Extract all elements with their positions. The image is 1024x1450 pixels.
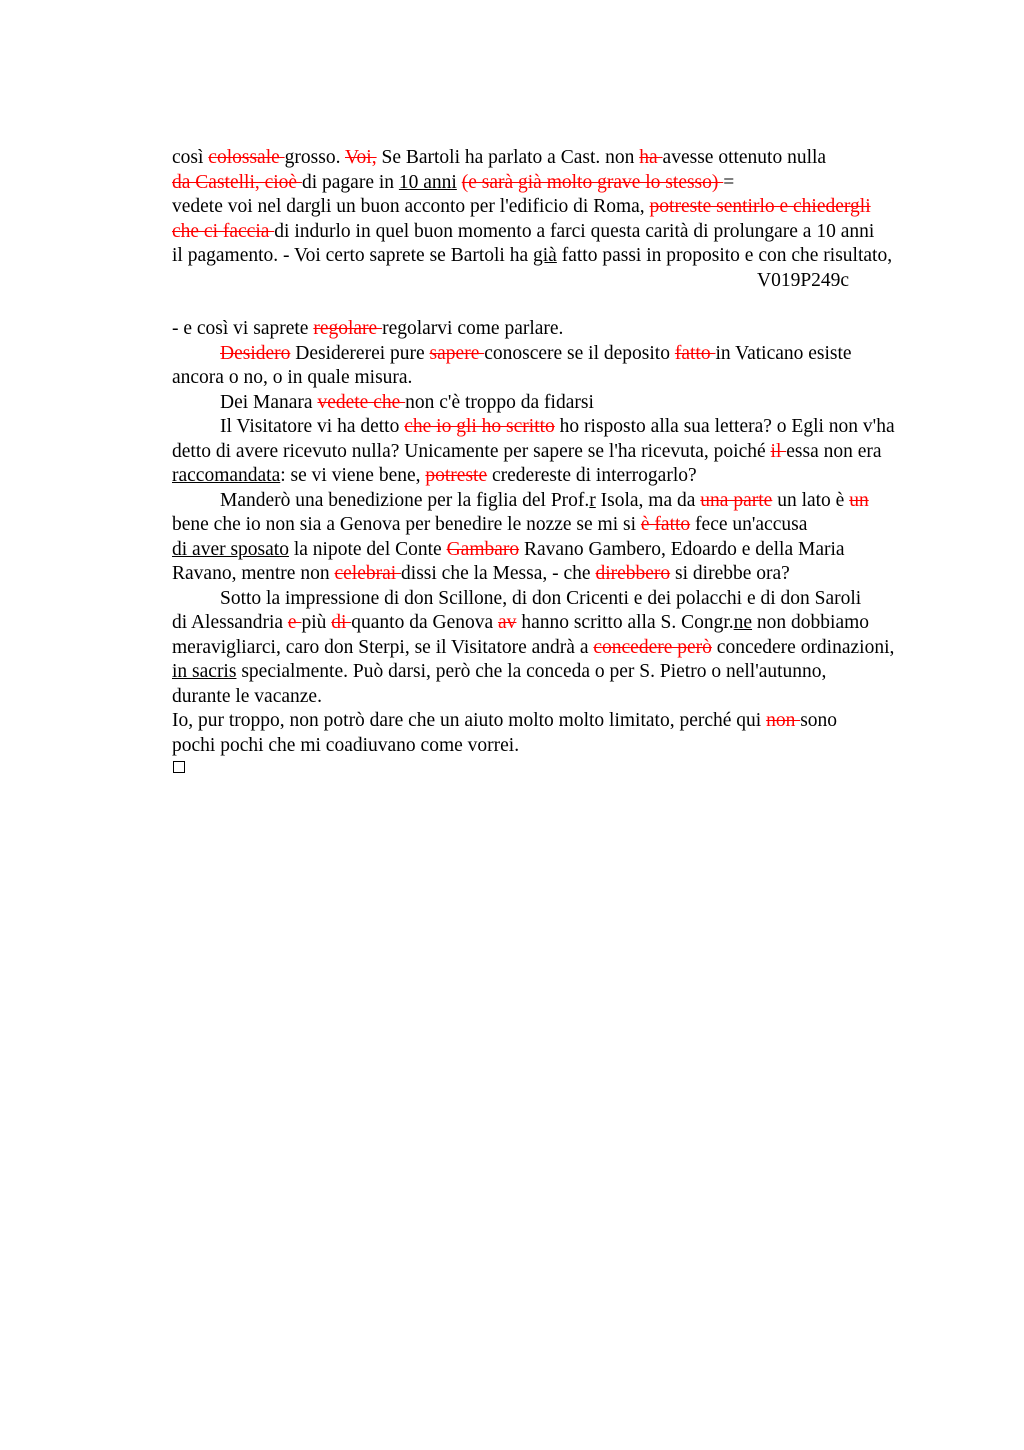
underlined-text: 10 anni (398, 172, 457, 193)
text-segment: Isola, ma da (595, 490, 701, 511)
deleted-text: vedete che (317, 392, 406, 413)
text-segment: dissi che la Messa, - che (401, 563, 596, 584)
deleted-text: ha (639, 147, 663, 168)
paragraph-start (220, 489, 869, 513)
text-line (172, 636, 894, 660)
text-segment: avesse ottenuto nulla (662, 147, 827, 168)
underlined-text: di aver sposato (172, 539, 289, 560)
deleted-text: un (849, 490, 869, 511)
underlined-text: raccomandata (172, 465, 281, 486)
text-line (172, 685, 322, 709)
text-segment: hanno scritto alla S. Congr. (516, 612, 734, 633)
text-line (172, 464, 697, 488)
text-line (172, 220, 874, 244)
underlined-text: ne (733, 612, 753, 633)
text-segment: Ravano, mentre non (172, 563, 335, 584)
text-segment: : se vi viene bene, (280, 465, 426, 486)
text-segment: = (723, 172, 735, 193)
text-segment: non dobbiamo (752, 612, 870, 633)
deleted-text: celebrai (334, 563, 402, 584)
deleted-text: direbbero (595, 563, 671, 584)
deleted-text: regolare (313, 318, 383, 339)
text-line (172, 366, 412, 390)
text-segment: Se Bartoli ha parlato a Cast. non (376, 147, 640, 168)
text-line (172, 562, 790, 586)
deleted-text: da Castelli, cioè (172, 172, 302, 193)
deleted-text: Desidero (220, 343, 291, 364)
text-segment: conoscere se il deposito (484, 343, 675, 364)
text-line (172, 611, 869, 635)
text-segment: così (172, 147, 209, 168)
text-line (172, 513, 807, 537)
deleted-text: potreste sentirlo e chiedergli (649, 196, 871, 217)
text-segment: la nipote del Conte (288, 539, 447, 560)
deleted-text: av (498, 612, 517, 633)
deleted-text: non (766, 710, 801, 731)
deleted-text: colossale (208, 147, 285, 168)
text-segment: Il Visitatore vi ha detto (220, 416, 405, 437)
deleted-text: è fatto (640, 514, 691, 535)
page-reference (757, 269, 849, 293)
deleted-text: Voi, (344, 147, 377, 168)
text-segment: Dei Manara (220, 392, 318, 413)
text-segment: specialmente. Può darsi, però che la conceda o per S. Pietro o nell'autunno, (236, 661, 827, 682)
text-segment: Ravano Gambero, Edoardo e della Maria (519, 539, 845, 560)
paragraph-start (220, 342, 852, 366)
text-segment: più (301, 612, 332, 633)
deleted-text: potreste (425, 465, 488, 486)
deleted-text: (e sarà già molto grave lo stesso) (461, 172, 724, 193)
text-segment: V019P249c (757, 270, 850, 291)
text-segment: di Alessandria (172, 612, 288, 633)
text-segment: di indurlo in quel buon momento a farci questa carità di prolungare a 10 anni (274, 221, 875, 242)
text-segment: Sotto la impressione di don Scillone, di don Cricenti e dei polacchi e di don Saroli (220, 588, 862, 609)
text-segment: durante le vacanze. (172, 686, 322, 707)
text-segment: fatto passi in proposito e con che risultato, (556, 245, 893, 266)
text-line (172, 440, 882, 464)
text-segment: regolarvi come parlare. (382, 318, 564, 339)
text-line (172, 195, 871, 219)
text-segment: credereste di interrogarlo? (487, 465, 697, 486)
text-segment: bene che io non sia a Genova per benedire le nozze se mi si (172, 514, 641, 535)
text-segment: pochi pochi che mi coadiuvano come vorrei. (172, 735, 520, 756)
deleted-text: Gambaro (446, 539, 520, 560)
end-of-document-box-icon (173, 761, 185, 773)
text-segment: in Vaticano esiste (715, 343, 852, 364)
text-segment: essa non era (786, 441, 882, 462)
text-line (172, 146, 826, 170)
text-segment: concedere ordinazioni, (711, 637, 895, 658)
text-segment: detto di avere ricevuto nulla? Unicamente per sapere se l'ha ricevuta, poiché (172, 441, 771, 462)
paragraph-start (220, 587, 861, 611)
text-line (172, 660, 826, 684)
underlined-text: r (589, 490, 596, 511)
text-segment: meravigliarci, caro don Sterpi, se il Visitatore andrà a (172, 637, 594, 658)
text-segment: ho risposto alla sua lettera? o Egli non v'ha (554, 416, 895, 437)
deleted-text: il (770, 441, 787, 462)
paragraph-start (220, 415, 895, 439)
text-segment: grosso. (284, 147, 345, 168)
text-segment: si direbbe ora? (670, 563, 790, 584)
deleted-text: che io gli ho scritto (404, 416, 555, 437)
deleted-text: una parte (700, 490, 773, 511)
underlined-text: già (533, 245, 557, 266)
text-segment: Desidererei pure (290, 343, 430, 364)
deleted-text: e (287, 612, 302, 633)
text-segment: non c'è troppo da fidarsi (405, 392, 594, 413)
text-segment: sono (800, 710, 838, 731)
text-segment: vedete voi nel dargli un buon acconto per l'edificio di Roma, (172, 196, 650, 217)
text-segment: - e così vi saprete (172, 318, 314, 339)
text-segment: un lato è (772, 490, 850, 511)
text-segment: ancora o no, o in quale misura. (172, 367, 413, 388)
deleted-text: di (331, 612, 352, 633)
paragraph-start (220, 391, 594, 415)
text-segment: il pagamento. - Voi certo saprete se Bartoli ha (172, 245, 534, 266)
deleted-text: fatto (674, 343, 716, 364)
deleted-text: che ci faccia (172, 221, 275, 242)
text-line (172, 317, 563, 341)
text-segment: fece un'accusa (690, 514, 808, 535)
text-segment: Manderò una benedizione per la figlia del Prof. (220, 490, 590, 511)
text-segment: di pagare in (301, 172, 399, 193)
deleted-text: concedere però (593, 637, 712, 658)
text-line (172, 709, 837, 733)
text-segment: quanto da Genova (351, 612, 499, 633)
text-segment: Io, pur troppo, non potrò dare che un aiuto molto molto limitato, perché qui (172, 710, 767, 731)
underlined-text: in sacris (172, 661, 237, 682)
text-line (172, 538, 845, 562)
text-line (172, 171, 734, 195)
text-line (172, 734, 519, 758)
text-line (172, 244, 892, 268)
deleted-text: sapere (429, 343, 485, 364)
